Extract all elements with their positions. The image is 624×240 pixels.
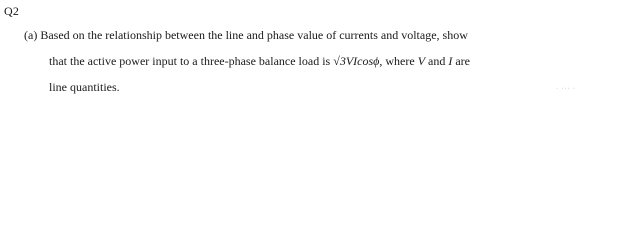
question-text-line-2: [49, 54, 470, 69]
line2-and: and: [425, 54, 449, 68]
line2-prefix: that the active power input to a three-phase balance load is: [49, 54, 334, 68]
scan-artifact-dots: · ··· ·: [556, 86, 576, 92]
variable-i: I: [448, 54, 453, 68]
question-number: Q2: [4, 4, 20, 18]
question-text-line-3: line quantities.: [49, 80, 120, 94]
power-formula: √3VIcosϕ: [333, 54, 380, 68]
line2-where: , where: [379, 54, 418, 68]
question-text-line-1: (a) Based on the relationship between the line and phase value of currents and voltage, show: [24, 28, 468, 42]
variable-v: V: [417, 54, 426, 68]
line2-end: are: [452, 54, 471, 68]
